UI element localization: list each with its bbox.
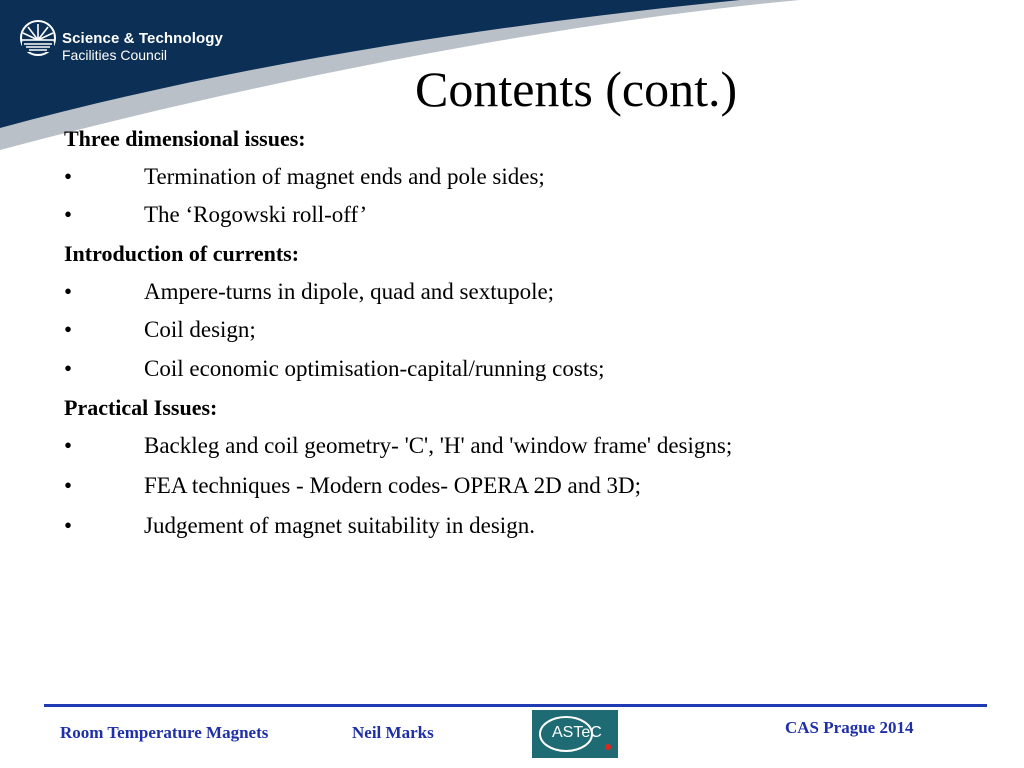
footer-event: CAS Prague 2014 <box>785 718 914 737</box>
org-name-line1: Science & Technology <box>62 30 223 47</box>
footer-course: Room Temperature Magnets <box>60 723 269 742</box>
sunburst-icon <box>18 18 58 58</box>
section-heading: Three dimensional issues: <box>64 126 306 151</box>
bullet-icon: • <box>64 433 73 458</box>
bullet-icon: • <box>64 317 73 342</box>
list-item-text: Backleg and coil geometry- 'C', 'H' and 'window frame' designs; <box>144 433 733 458</box>
list-item-text: FEA techniques - Modern codes- OPERA 2D and 3D; <box>144 473 641 498</box>
bullet-icon: • <box>64 356 73 381</box>
list-item-text: Coil design; <box>144 317 256 342</box>
astec-logo <box>532 710 618 758</box>
astec-dot-icon <box>605 744 611 750</box>
section-heading: Introduction of currents: <box>64 241 300 266</box>
org-name-line2: Facilities Council <box>62 47 168 63</box>
list-item-text: Coil economic optimisation-capital/running costs; <box>144 356 605 381</box>
bullet-icon: • <box>64 279 73 304</box>
slide-title: Contents (cont.) <box>415 61 738 117</box>
list-item-text: Ampere-turns in dipole, quad and sextupole; <box>144 279 555 304</box>
bullet-icon: • <box>64 164 73 189</box>
section-heading: Practical Issues: <box>64 395 218 420</box>
bullet-icon: • <box>64 513 73 538</box>
footer-rule <box>44 704 987 707</box>
astec-logo-text: ASTeC <box>552 724 602 741</box>
list-item-text: Termination of magnet ends and pole sides; <box>144 164 545 189</box>
bullet-icon: • <box>64 202 73 227</box>
bullet-icon: • <box>64 473 73 498</box>
footer-author: Neil Marks <box>352 723 434 742</box>
list-item-text: The ‘Rogowski roll-off’ <box>144 202 368 227</box>
list-item-text: Judgement of magnet suitability in design. <box>144 513 535 538</box>
